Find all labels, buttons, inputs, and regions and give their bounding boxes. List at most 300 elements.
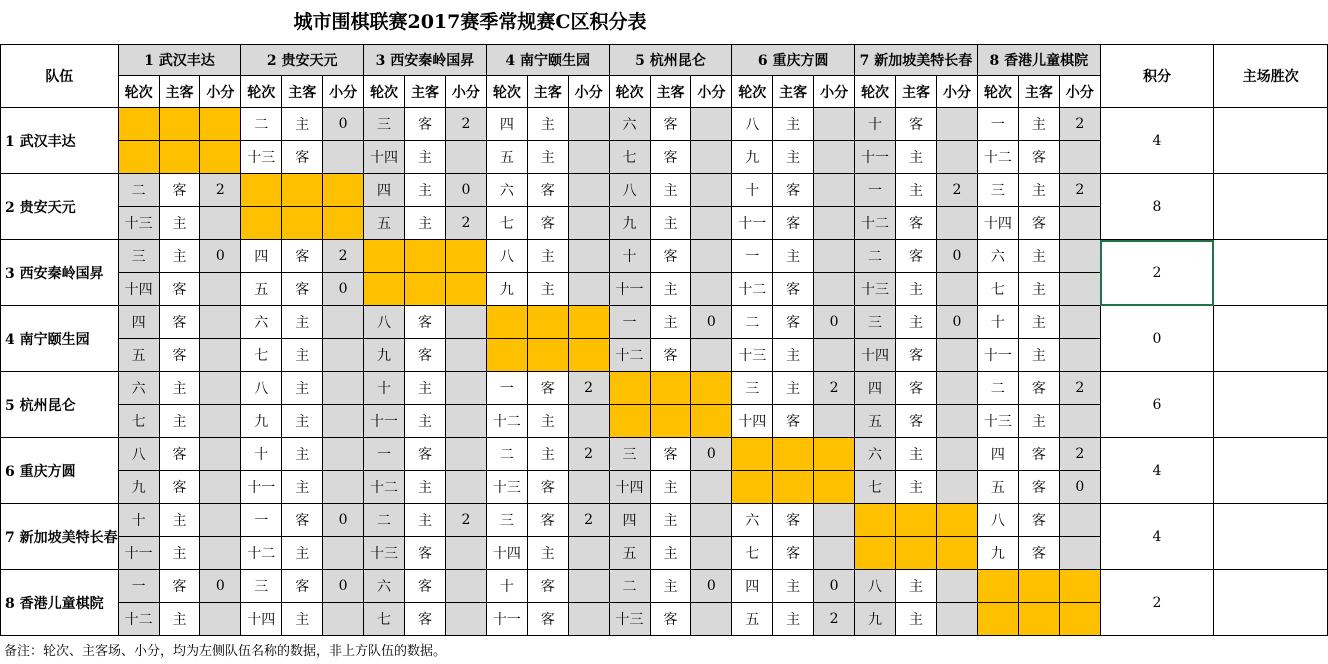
round-cell[interactable]: 九 [486, 273, 527, 306]
home-away-cell[interactable]: 主 [282, 306, 323, 339]
home-away-cell[interactable]: 客 [159, 471, 200, 504]
round-cell[interactable]: 十二 [609, 339, 650, 372]
round-cell[interactable]: 十一 [855, 141, 896, 174]
score-cell[interactable] [323, 141, 364, 174]
score-cell[interactable]: 0 [200, 240, 241, 273]
round-cell[interactable]: 十一 [118, 537, 159, 570]
home-away-cell[interactable]: 客 [773, 174, 814, 207]
score-cell[interactable] [568, 240, 609, 273]
score-cell[interactable] [691, 537, 732, 570]
home-away-cell[interactable]: 主 [773, 141, 814, 174]
home-away-cell[interactable]: 主 [282, 108, 323, 141]
round-cell[interactable]: 五 [855, 405, 896, 438]
home-away-cell[interactable]: 主 [282, 438, 323, 471]
round-cell[interactable]: 一 [364, 438, 405, 471]
round-cell[interactable]: 二 [732, 306, 773, 339]
home-away-cell[interactable]: 主 [650, 174, 691, 207]
diagonal-cell[interactable] [527, 339, 568, 372]
score-cell[interactable] [200, 438, 241, 471]
home-away-cell[interactable]: 主 [159, 504, 200, 537]
round-cell[interactable]: 六 [486, 174, 527, 207]
diagonal-cell[interactable] [1059, 603, 1100, 636]
score-cell[interactable] [814, 339, 855, 372]
home-away-cell[interactable]: 主 [159, 207, 200, 240]
score-cell[interactable]: 0 [814, 306, 855, 339]
round-cell[interactable]: 三 [486, 504, 527, 537]
round-cell[interactable]: 十 [732, 174, 773, 207]
home-away-cell[interactable]: 主 [650, 306, 691, 339]
round-cell[interactable]: 十三 [977, 405, 1018, 438]
opponent-header-3[interactable]: 3 西安秦岭国昇 [364, 45, 487, 76]
home-away-cell[interactable]: 主 [773, 339, 814, 372]
round-cell[interactable]: 四 [364, 174, 405, 207]
subheader-round[interactable]: 轮次 [609, 76, 650, 108]
score-cell[interactable] [323, 372, 364, 405]
score-cell[interactable]: 0 [323, 108, 364, 141]
round-cell[interactable]: 十四 [609, 471, 650, 504]
round-cell[interactable]: 十三 [609, 603, 650, 636]
home-away-cell[interactable]: 客 [527, 207, 568, 240]
team-name-cell[interactable]: 6 重庆方圆 [1, 438, 119, 504]
team-column-header[interactable]: 队伍 [1, 45, 119, 108]
diagonal-cell[interactable] [405, 240, 446, 273]
score-cell[interactable] [814, 174, 855, 207]
score-cell[interactable]: 0 [691, 570, 732, 603]
diagonal-cell[interactable] [896, 504, 937, 537]
home-wins-cell[interactable] [1214, 504, 1328, 570]
score-cell[interactable]: 2 [1059, 108, 1100, 141]
home-away-cell[interactable]: 客 [282, 141, 323, 174]
score-cell[interactable]: 2 [814, 372, 855, 405]
home-away-cell[interactable]: 主 [282, 537, 323, 570]
score-cell[interactable] [1059, 537, 1100, 570]
score-cell[interactable] [814, 504, 855, 537]
diagonal-cell[interactable] [732, 471, 773, 504]
score-cell[interactable] [691, 471, 732, 504]
score-cell[interactable] [691, 207, 732, 240]
home-wins-cell[interactable] [1214, 108, 1328, 174]
diagonal-cell[interactable] [241, 207, 282, 240]
diagonal-cell[interactable] [200, 108, 241, 141]
round-cell[interactable]: 十一 [609, 273, 650, 306]
home-away-cell[interactable]: 客 [159, 174, 200, 207]
score-cell[interactable] [936, 339, 977, 372]
diagonal-cell[interactable] [855, 537, 896, 570]
round-cell[interactable]: 一 [241, 504, 282, 537]
subheader-round[interactable]: 轮次 [855, 76, 896, 108]
score-cell[interactable] [691, 273, 732, 306]
home-away-cell[interactable]: 主 [405, 471, 446, 504]
score-cell[interactable]: 2 [1059, 174, 1100, 207]
home-away-cell[interactable]: 客 [159, 306, 200, 339]
diagonal-cell[interactable] [159, 108, 200, 141]
home-away-cell[interactable]: 客 [650, 438, 691, 471]
home-away-cell[interactable]: 主 [282, 471, 323, 504]
round-cell[interactable]: 四 [241, 240, 282, 273]
score-cell[interactable] [691, 174, 732, 207]
round-cell[interactable]: 一 [732, 240, 773, 273]
round-cell[interactable]: 十四 [486, 537, 527, 570]
score-cell[interactable] [323, 603, 364, 636]
home-away-cell[interactable]: 主 [896, 273, 937, 306]
points-cell[interactable]: 8 [1100, 174, 1213, 240]
diagonal-cell[interactable] [650, 372, 691, 405]
round-cell[interactable]: 三 [732, 372, 773, 405]
score-cell[interactable] [445, 339, 486, 372]
round-cell[interactable]: 十 [486, 570, 527, 603]
subheader-round[interactable]: 轮次 [486, 76, 527, 108]
score-cell[interactable] [936, 405, 977, 438]
round-cell[interactable]: 十 [609, 240, 650, 273]
score-cell[interactable]: 2 [936, 174, 977, 207]
round-cell[interactable]: 七 [609, 141, 650, 174]
score-cell[interactable] [445, 306, 486, 339]
home-away-cell[interactable]: 主 [159, 537, 200, 570]
round-cell[interactable]: 六 [977, 240, 1018, 273]
score-cell[interactable] [1059, 339, 1100, 372]
subheader-score[interactable]: 小分 [568, 76, 609, 108]
score-cell[interactable] [200, 207, 241, 240]
home-away-cell[interactable]: 客 [282, 273, 323, 306]
score-cell[interactable]: 2 [1059, 372, 1100, 405]
home-away-cell[interactable]: 主 [405, 372, 446, 405]
diagonal-cell[interactable] [364, 273, 405, 306]
round-cell[interactable]: 七 [732, 537, 773, 570]
diagonal-cell[interactable] [814, 438, 855, 471]
subheader-round[interactable]: 轮次 [364, 76, 405, 108]
round-cell[interactable]: 十二 [855, 207, 896, 240]
round-cell[interactable]: 二 [609, 570, 650, 603]
team-name-cell[interactable]: 3 西安秦岭国昇 [1, 240, 119, 306]
round-cell[interactable]: 五 [364, 207, 405, 240]
home-away-cell[interactable]: 主 [527, 240, 568, 273]
score-cell[interactable] [936, 108, 977, 141]
round-cell[interactable]: 三 [609, 438, 650, 471]
round-cell[interactable]: 二 [855, 240, 896, 273]
points-cell[interactable]: 4 [1100, 108, 1213, 174]
home-away-cell[interactable]: 客 [650, 339, 691, 372]
opponent-header-7[interactable]: 7 新加坡美特长春 [855, 45, 978, 76]
home-away-cell[interactable]: 主 [773, 570, 814, 603]
home-away-cell[interactable]: 主 [282, 405, 323, 438]
score-cell[interactable] [1059, 306, 1100, 339]
score-cell[interactable]: 2 [445, 504, 486, 537]
opponent-header-8[interactable]: 8 香港儿童棋院 [977, 45, 1100, 76]
score-cell[interactable]: 2 [568, 372, 609, 405]
score-cell[interactable]: 0 [691, 438, 732, 471]
round-cell[interactable]: 十一 [732, 207, 773, 240]
diagonal-cell[interactable] [609, 405, 650, 438]
diagonal-cell[interactable] [200, 141, 241, 174]
round-cell[interactable]: 十三 [118, 207, 159, 240]
round-cell[interactable]: 十三 [855, 273, 896, 306]
home-away-cell[interactable]: 客 [405, 108, 446, 141]
round-cell[interactable]: 十二 [364, 471, 405, 504]
home-away-cell[interactable]: 主 [405, 504, 446, 537]
round-cell[interactable]: 四 [118, 306, 159, 339]
diagonal-cell[interactable] [609, 372, 650, 405]
score-cell[interactable]: 2 [323, 240, 364, 273]
score-cell[interactable] [814, 273, 855, 306]
home-away-cell[interactable]: 客 [896, 405, 937, 438]
diagonal-cell[interactable] [650, 405, 691, 438]
round-cell[interactable]: 二 [241, 108, 282, 141]
home-away-cell[interactable]: 主 [1018, 240, 1059, 273]
diagonal-cell[interactable] [977, 603, 1018, 636]
diagonal-cell[interactable] [118, 108, 159, 141]
score-cell[interactable] [936, 438, 977, 471]
home-away-cell[interactable]: 客 [282, 504, 323, 537]
score-cell[interactable] [936, 603, 977, 636]
home-away-cell[interactable]: 主 [1018, 273, 1059, 306]
home-away-cell[interactable]: 客 [896, 207, 937, 240]
round-cell[interactable]: 十二 [486, 405, 527, 438]
home-away-cell[interactable]: 客 [650, 603, 691, 636]
round-cell[interactable]: 一 [486, 372, 527, 405]
diagonal-cell[interactable] [405, 273, 446, 306]
round-cell[interactable]: 十二 [118, 603, 159, 636]
round-cell[interactable]: 十一 [364, 405, 405, 438]
score-cell[interactable]: 0 [445, 174, 486, 207]
score-cell[interactable] [445, 471, 486, 504]
home-wins-cell[interactable] [1214, 306, 1328, 372]
home-wins-cell[interactable] [1214, 174, 1328, 240]
diagonal-cell[interactable] [282, 207, 323, 240]
round-cell[interactable]: 七 [977, 273, 1018, 306]
score-cell[interactable] [200, 372, 241, 405]
home-away-cell[interactable]: 主 [405, 141, 446, 174]
home-away-cell[interactable]: 主 [159, 240, 200, 273]
home-away-cell[interactable]: 主 [282, 372, 323, 405]
score-cell[interactable] [814, 141, 855, 174]
score-cell[interactable] [1059, 405, 1100, 438]
diagonal-cell[interactable] [1059, 570, 1100, 603]
home-away-cell[interactable]: 客 [527, 570, 568, 603]
home-away-cell[interactable]: 主 [159, 603, 200, 636]
diagonal-cell[interactable] [282, 174, 323, 207]
score-cell[interactable] [691, 240, 732, 273]
round-cell[interactable]: 五 [732, 603, 773, 636]
home-away-cell[interactable]: 主 [896, 471, 937, 504]
score-cell[interactable] [1059, 141, 1100, 174]
round-cell[interactable]: 三 [364, 108, 405, 141]
home-away-cell[interactable]: 主 [405, 405, 446, 438]
home-away-cell[interactable]: 客 [773, 273, 814, 306]
home-away-cell[interactable]: 主 [527, 537, 568, 570]
score-cell[interactable] [936, 207, 977, 240]
round-cell[interactable]: 七 [855, 471, 896, 504]
home-away-cell[interactable]: 客 [527, 174, 568, 207]
subheader-score[interactable]: 小分 [445, 76, 486, 108]
opponent-header-6[interactable]: 6 重庆方圆 [732, 45, 855, 76]
home-away-cell[interactable]: 主 [896, 306, 937, 339]
home-away-cell[interactable]: 客 [405, 438, 446, 471]
opponent-header-2[interactable]: 2 贵安天元 [241, 45, 364, 76]
round-cell[interactable]: 十四 [118, 273, 159, 306]
round-cell[interactable]: 十二 [732, 273, 773, 306]
subheader-score[interactable]: 小分 [200, 76, 241, 108]
diagonal-cell[interactable] [896, 537, 937, 570]
home-away-cell[interactable]: 主 [650, 471, 691, 504]
score-cell[interactable] [568, 141, 609, 174]
home-away-cell[interactable]: 主 [527, 438, 568, 471]
score-cell[interactable] [445, 603, 486, 636]
round-cell[interactable]: 六 [364, 570, 405, 603]
home-away-cell[interactable]: 主 [773, 372, 814, 405]
score-cell[interactable] [445, 537, 486, 570]
home-away-cell[interactable]: 客 [650, 240, 691, 273]
subheader-round[interactable]: 轮次 [732, 76, 773, 108]
diagonal-cell[interactable] [486, 339, 527, 372]
diagonal-cell[interactable] [364, 240, 405, 273]
home-wins-cell[interactable] [1214, 570, 1328, 636]
score-cell[interactable] [323, 438, 364, 471]
points-cell[interactable]: 2 [1100, 240, 1213, 306]
home-away-cell[interactable]: 客 [650, 108, 691, 141]
score-cell[interactable] [568, 537, 609, 570]
diagonal-cell[interactable] [445, 240, 486, 273]
round-cell[interactable]: 十四 [241, 603, 282, 636]
round-cell[interactable]: 八 [118, 438, 159, 471]
score-cell[interactable] [691, 504, 732, 537]
home-away-cell[interactable]: 客 [1018, 207, 1059, 240]
home-away-cell[interactable]: 主 [896, 174, 937, 207]
home-away-cell[interactable]: 客 [1018, 372, 1059, 405]
round-cell[interactable]: 八 [609, 174, 650, 207]
diagonal-cell[interactable] [1018, 570, 1059, 603]
subheader-round[interactable]: 轮次 [118, 76, 159, 108]
home-away-cell[interactable]: 客 [773, 504, 814, 537]
score-cell[interactable] [323, 405, 364, 438]
score-cell[interactable] [323, 306, 364, 339]
round-cell[interactable]: 十三 [486, 471, 527, 504]
round-cell[interactable]: 二 [364, 504, 405, 537]
home-away-cell[interactable]: 客 [773, 405, 814, 438]
round-cell[interactable]: 九 [732, 141, 773, 174]
score-cell[interactable]: 0 [323, 273, 364, 306]
score-cell[interactable] [568, 273, 609, 306]
home-away-cell[interactable]: 客 [405, 537, 446, 570]
round-cell[interactable]: 十 [364, 372, 405, 405]
home-away-cell[interactable]: 客 [1018, 537, 1059, 570]
round-cell[interactable]: 一 [118, 570, 159, 603]
home-away-cell[interactable]: 客 [282, 240, 323, 273]
score-cell[interactable] [445, 570, 486, 603]
home-away-cell[interactable]: 客 [159, 339, 200, 372]
home-away-cell[interactable]: 主 [650, 570, 691, 603]
home-wins-cell[interactable] [1214, 438, 1328, 504]
home-away-cell[interactable]: 主 [896, 570, 937, 603]
round-cell[interactable]: 十二 [977, 141, 1018, 174]
home-away-cell[interactable]: 主 [896, 603, 937, 636]
round-cell[interactable]: 十四 [364, 141, 405, 174]
home-away-cell[interactable]: 客 [405, 603, 446, 636]
round-cell[interactable]: 七 [118, 405, 159, 438]
home-away-cell[interactable]: 主 [650, 273, 691, 306]
score-cell[interactable] [691, 603, 732, 636]
subheader-homeaway[interactable]: 主客 [159, 76, 200, 108]
team-name-cell[interactable]: 8 香港儿童棋院 [1, 570, 119, 636]
round-cell[interactable]: 三 [855, 306, 896, 339]
opponent-header-4[interactable]: 4 南宁颐生园 [486, 45, 609, 76]
score-cell[interactable] [200, 603, 241, 636]
home-away-cell[interactable]: 主 [159, 405, 200, 438]
score-cell[interactable]: 0 [323, 570, 364, 603]
home-away-cell[interactable]: 客 [773, 306, 814, 339]
diagonal-cell[interactable] [568, 306, 609, 339]
round-cell[interactable]: 四 [486, 108, 527, 141]
round-cell[interactable]: 十 [855, 108, 896, 141]
score-cell[interactable]: 2 [200, 174, 241, 207]
score-cell[interactable] [323, 339, 364, 372]
score-cell[interactable] [1059, 504, 1100, 537]
home-wins-cell[interactable] [1214, 240, 1328, 306]
home-away-cell[interactable]: 客 [405, 570, 446, 603]
round-cell[interactable]: 十 [118, 504, 159, 537]
home-away-cell[interactable]: 客 [527, 372, 568, 405]
diagonal-cell[interactable] [691, 372, 732, 405]
subheader-homeaway[interactable]: 主客 [405, 76, 446, 108]
score-cell[interactable] [936, 372, 977, 405]
round-cell[interactable]: 四 [732, 570, 773, 603]
home-away-cell[interactable]: 主 [1018, 108, 1059, 141]
round-cell[interactable]: 九 [364, 339, 405, 372]
score-cell[interactable] [814, 207, 855, 240]
round-cell[interactable]: 六 [855, 438, 896, 471]
diagonal-cell[interactable] [323, 207, 364, 240]
home-away-cell[interactable]: 主 [405, 174, 446, 207]
score-cell[interactable] [200, 504, 241, 537]
home-away-cell[interactable]: 客 [896, 240, 937, 273]
diagonal-cell[interactable] [936, 537, 977, 570]
score-cell[interactable] [200, 306, 241, 339]
score-cell[interactable] [445, 405, 486, 438]
round-cell[interactable]: 一 [609, 306, 650, 339]
diagonal-cell[interactable] [773, 438, 814, 471]
home-away-cell[interactable]: 主 [282, 603, 323, 636]
home-away-cell[interactable]: 客 [1018, 504, 1059, 537]
team-name-cell[interactable]: 5 杭州昆仑 [1, 372, 119, 438]
round-cell[interactable]: 八 [241, 372, 282, 405]
home-away-cell[interactable]: 主 [527, 273, 568, 306]
home-away-cell[interactable]: 客 [773, 207, 814, 240]
round-cell[interactable]: 十三 [364, 537, 405, 570]
home-away-cell[interactable]: 客 [527, 471, 568, 504]
diagonal-cell[interactable] [691, 405, 732, 438]
diagonal-cell[interactable] [118, 141, 159, 174]
home-away-cell[interactable]: 主 [650, 537, 691, 570]
score-cell[interactable] [445, 438, 486, 471]
team-name-cell[interactable]: 2 贵安天元 [1, 174, 119, 240]
score-cell[interactable] [936, 570, 977, 603]
subheader-homeaway[interactable]: 主客 [773, 76, 814, 108]
score-cell[interactable] [936, 141, 977, 174]
diagonal-cell[interactable] [241, 174, 282, 207]
round-cell[interactable]: 八 [855, 570, 896, 603]
home-away-cell[interactable]: 主 [1018, 174, 1059, 207]
round-cell[interactable]: 十一 [241, 471, 282, 504]
round-cell[interactable]: 八 [977, 504, 1018, 537]
score-cell[interactable]: 2 [814, 603, 855, 636]
score-cell[interactable]: 0 [936, 306, 977, 339]
round-cell[interactable]: 五 [977, 471, 1018, 504]
subheader-homeaway[interactable]: 主客 [896, 76, 937, 108]
score-cell[interactable] [814, 108, 855, 141]
home-wins-cell[interactable] [1214, 372, 1328, 438]
round-cell[interactable]: 六 [118, 372, 159, 405]
score-cell[interactable] [814, 405, 855, 438]
round-cell[interactable]: 八 [486, 240, 527, 273]
